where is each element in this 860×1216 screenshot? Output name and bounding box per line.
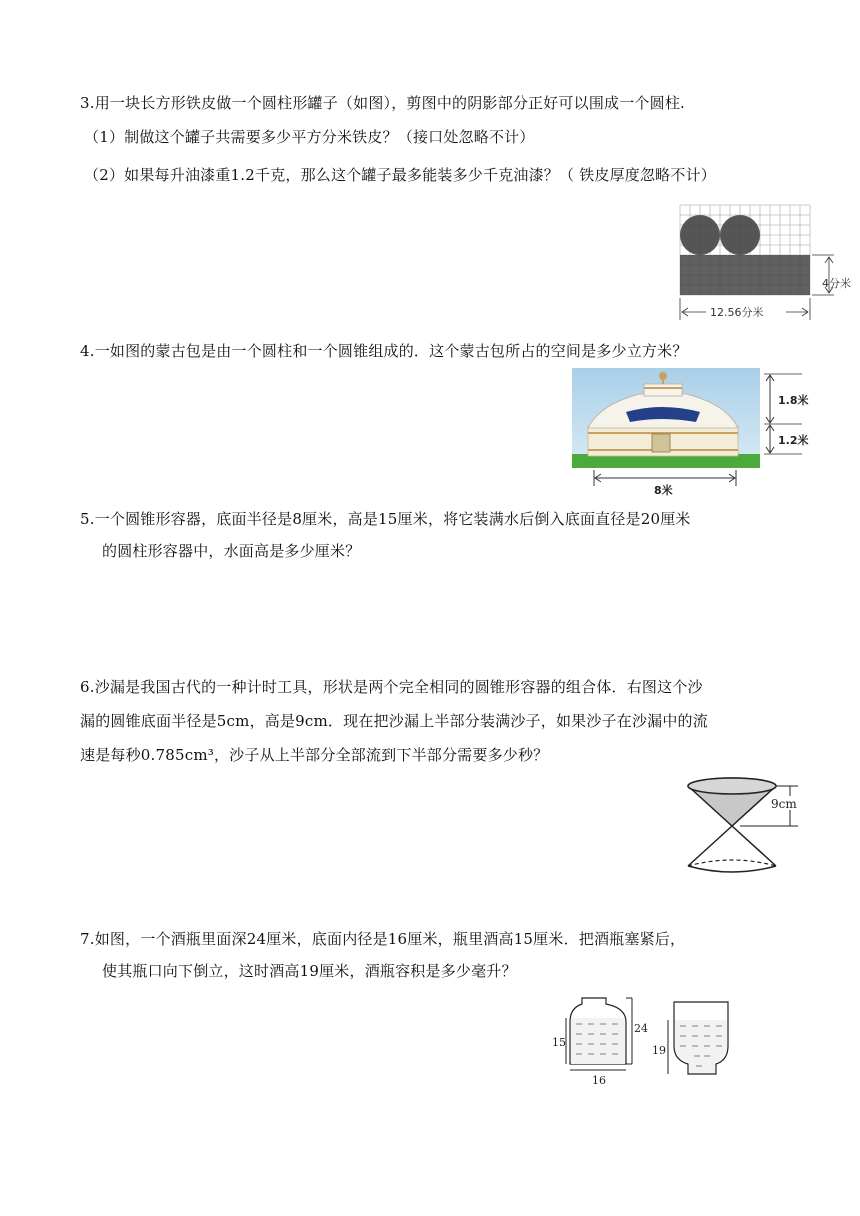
problem-6-text-cont-2: 速是每秒0.785cm³，沙子从上半部分全部流到下半部分需要多少秒？: [80, 746, 549, 764]
problem-3-text: 3.用一块长方形铁皮做一个圆柱形罐子（如图），剪图中的阴影部分正好可以围成一个圆柱.: [80, 94, 685, 112]
problem-7-text-cont: 使其瓶口向下倒立，这时酒高19厘米，酒瓶容积是多少毫升？: [102, 962, 517, 980]
problem-5-text: 5.一个圆锥形容器，底面半径是8厘米，高是15厘米，将它装满水后倒入底面直径是20厘米: [80, 510, 691, 528]
problem-6-text-cont-1: 漏的圆锥底面半径是5cm，高是9cm．现在把沙漏上半部分装满沙子，如果沙子在沙漏中的流: [80, 712, 708, 730]
problem-3-question-2: （2）如果每升油漆重1.2千克，那么这个罐子最多能装多少千克油漆？（ 铁皮厚度忽略不计）: [84, 166, 716, 184]
yurt-cone-height-label: 1.8米: [778, 394, 809, 407]
bottle-figure: [548, 994, 738, 1086]
yurt-figure: [570, 366, 820, 498]
hourglass-height-label: 9cm: [771, 797, 797, 811]
yurt-diameter-label: 8米: [654, 484, 673, 497]
problem-5-text-cont: 的圆柱形容器中，水面高是多少厘米？: [102, 542, 361, 560]
sheet-figure: [672, 200, 860, 325]
yurt-cylinder-height-label: 1.2米: [778, 434, 809, 447]
problem-4-text: 4.一如图的蒙古包是由一个圆柱和一个圆锥组成的．这个蒙古包所占的空间是多少立方米？: [80, 342, 688, 360]
sheet-height-label: 4分米: [822, 277, 851, 290]
wine-height-upright-label: 15: [552, 1036, 566, 1049]
bottle-diameter-label: 16: [592, 1074, 606, 1086]
problem-7-text: 7.如图，一个酒瓶里面深24厘米，底面内径是16厘米，瓶里酒高15厘米．把酒瓶塞紧后，: [80, 930, 686, 948]
wine-height-inverted-label: 19: [652, 1044, 666, 1057]
problem-3-question-1: （1）制做这个罐子共需要多少平方分米铁皮？（接口处忽略不计）: [84, 128, 535, 146]
hourglass-figure: [680, 774, 810, 884]
bottle-depth-label: 24: [634, 1022, 648, 1035]
sheet-width-label: 12.56分米: [710, 306, 764, 319]
problem-6-text: 6.沙漏是我国古代的一种计时工具，形状是两个完全相同的圆锥形容器的组合体．右图这个沙: [80, 678, 703, 696]
